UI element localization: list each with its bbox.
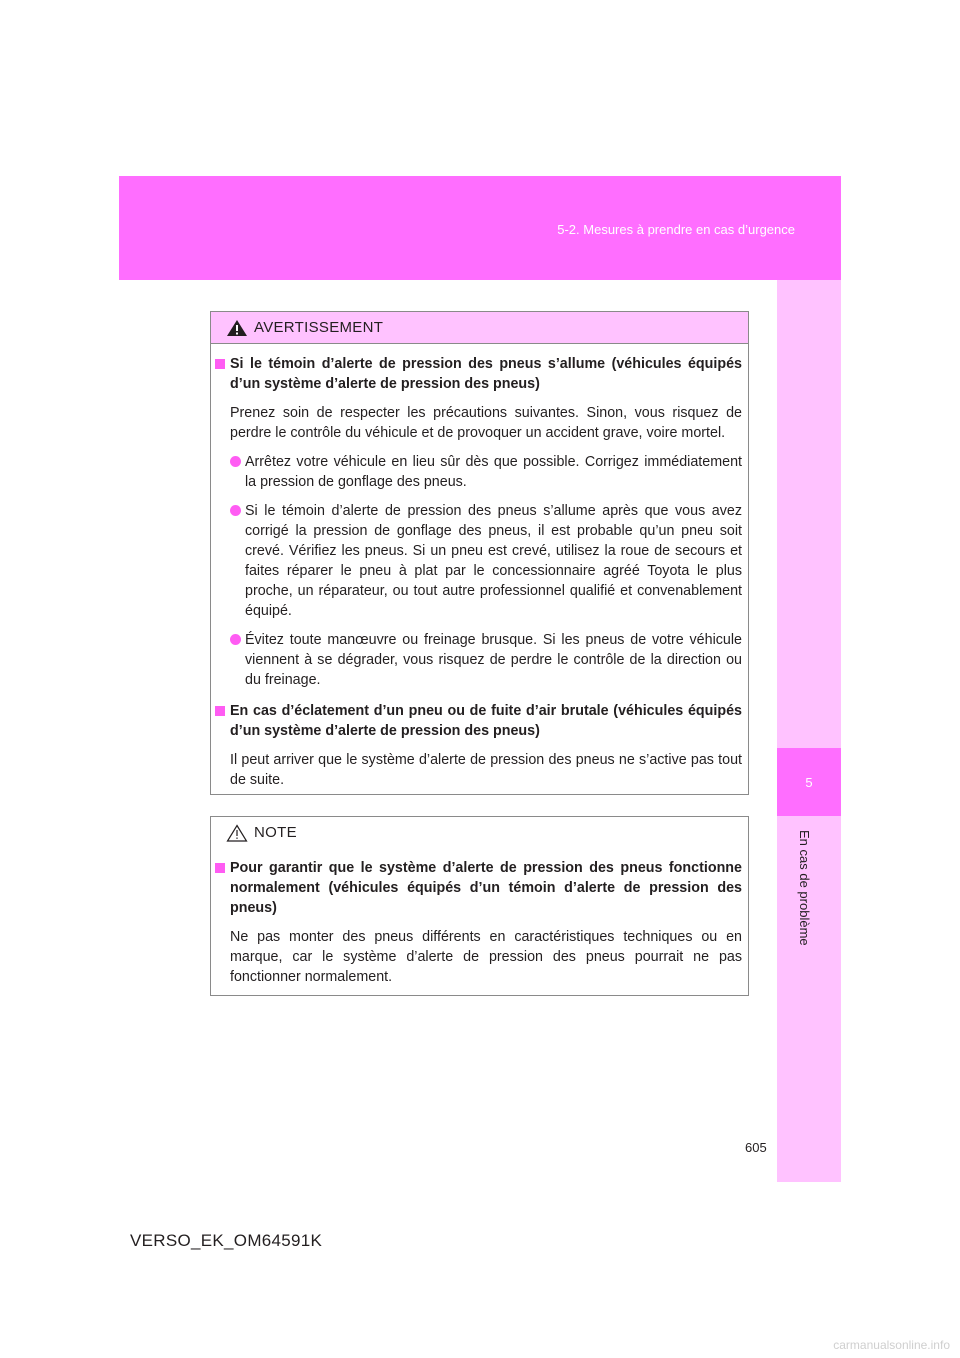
chapter-title: En cas de problème xyxy=(797,830,812,946)
note-heading-1: Pour garantir que le système d’alerte de pression des pneus fonctionne normalement (véhicules équipés d’un témoin d’alerte de pression des pneus) xyxy=(215,858,742,918)
note-box-body xyxy=(211,848,748,987)
side-strip xyxy=(777,280,841,1182)
warning-bullet-3: Évitez toute manœuvre ou freinage brusque. Si les pneus de votre véhicule viennent à se dégrader, vous risquez de perdre le contrôle de la direction ou du freinage. xyxy=(215,630,742,690)
warning-heading-1: Si le témoin d’alerte de pression des pneus s’allume (véhicules équipés d’un système d’alerte de pression des pneus) xyxy=(215,354,742,394)
warning-box xyxy=(210,311,749,795)
warning-box-body xyxy=(211,344,748,790)
footer-watermark: carmanualsonline.info xyxy=(833,1338,950,1352)
caution-triangle-outline-icon xyxy=(226,824,248,842)
warning-bullet-2: Si le témoin d’alerte de pression des pneus s’allume après que vous avez corrigé la pression de gonflage des pneus, il est probable qu’un pneu soit crevé. Vérifiez les pneus. Si un pneu est crevé, utilisez la roue de secours et faites réparer le pneu à plat par le concessionnaire agréé Toyota le plus proche, un réparateur, ou tout autre professionnel qualifié et convenablement équipé. xyxy=(215,501,742,621)
warning-heading-2: En cas d’éclatement d’un pneu ou de fuite d’air brutale (véhicules équipés d’un système d’alerte de pression des pneus) xyxy=(215,701,742,741)
warning-triangle-icon xyxy=(226,319,248,337)
section-title: 5-2. Mesures à prendre en cas d’urgence xyxy=(557,222,795,237)
warning-text-2: Il peut arriver que le système d’alerte de pression des pneus ne s’active pas tout de suite. xyxy=(230,752,742,788)
document-code: VERSO_EK_OM64591K xyxy=(130,1231,323,1250)
page-number: 605 xyxy=(745,1140,767,1155)
header-band xyxy=(119,176,841,280)
warning-bullet-1: Arrêtez votre véhicule en lieu sûr dès que possible. Corrigez immédiatement la pression de gonflage des pneus. xyxy=(215,452,742,492)
note-box-header xyxy=(211,817,748,848)
bullet-marker xyxy=(230,456,241,467)
heading-marker xyxy=(215,359,225,369)
heading-marker xyxy=(215,863,225,873)
note-box xyxy=(210,816,749,996)
note-text-1: Ne pas monter des pneus différents en caractéristiques techniques ou en marque, car le système d’alerte de pression des pneus pourrait ne pas fonctionner normalement. xyxy=(230,929,742,985)
heading-marker xyxy=(215,706,225,716)
bullet-marker xyxy=(230,634,241,645)
footer-band xyxy=(0,1334,960,1358)
warning-text-1: Prenez soin de respecter les précautions suivantes. Sinon, vous risquez de perdre le contrôle du véhicule et de provoquer un accident grave, voire mortel. xyxy=(230,405,742,441)
bullet-marker xyxy=(230,505,241,516)
chapter-number: 5 xyxy=(805,775,813,790)
warning-box-title: AVERTISSEMENT xyxy=(254,319,384,336)
warning-box-header xyxy=(211,312,748,344)
note-box-title: NOTE xyxy=(254,824,297,841)
